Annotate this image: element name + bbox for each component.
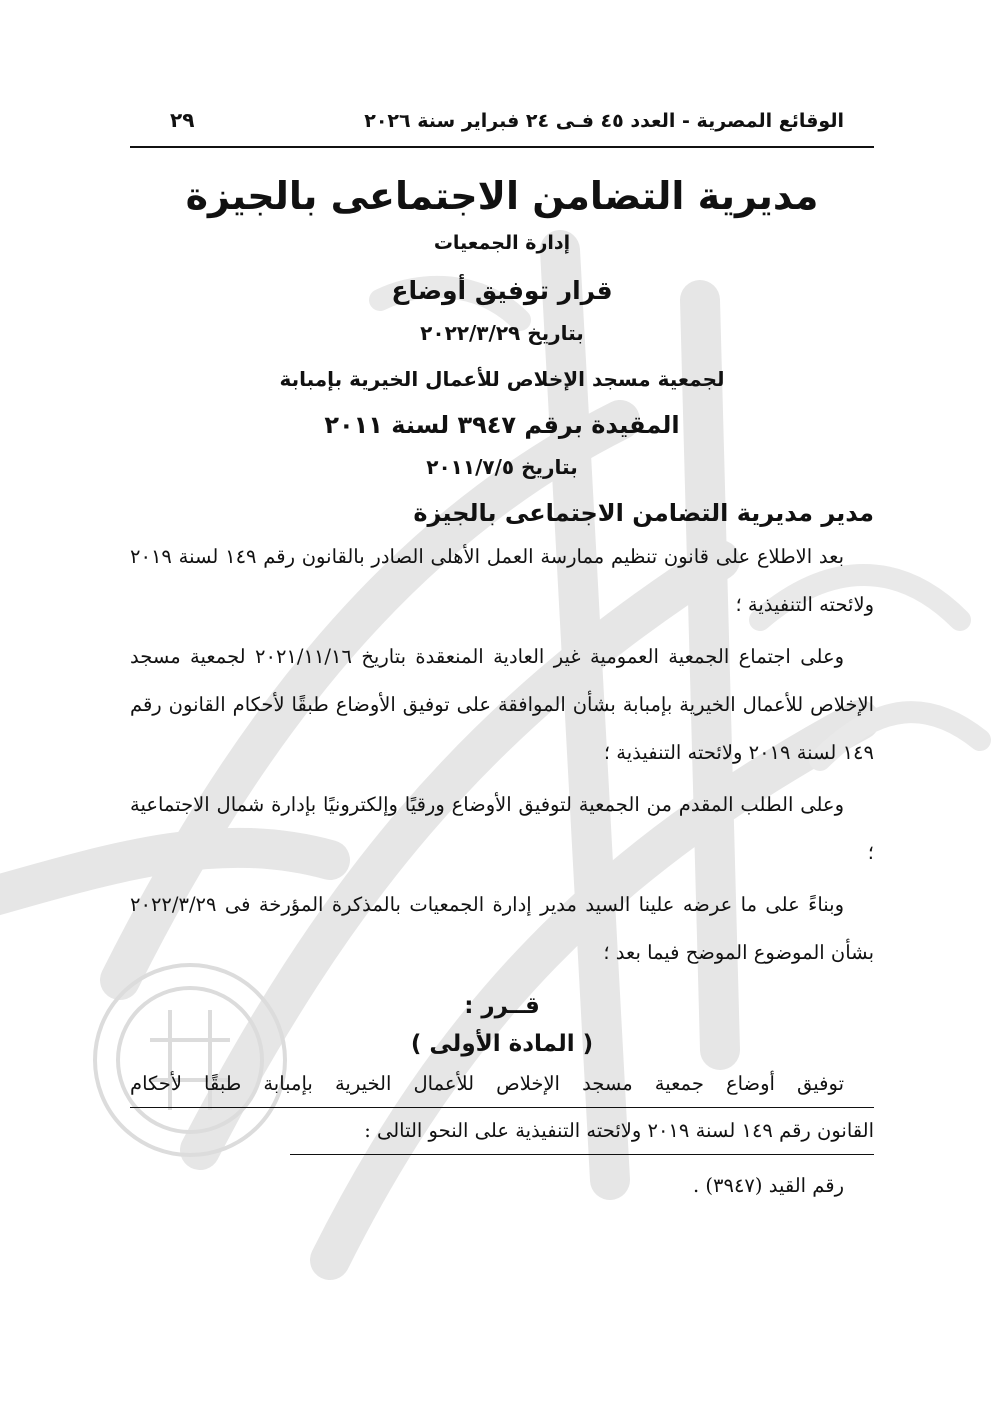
gazette-header-title: الوقائع المصرية - العدد ٤٥ فـى ٢٤ فبراير سنة ٢٠٢٦ (364, 110, 844, 132)
decision-title: قرار توفيق أوضاع (391, 275, 613, 305)
registration-date: بتاريخ ٢٠١١/٧/٥ (426, 454, 578, 479)
registration-number: المقيدة برقم ٣٩٤٧ لسنة ٢٠١١ (324, 410, 680, 439)
gazette-page (130, 108, 874, 1209)
paragraph-memo: وبناءً على ما عرضه علينا السيد مدير إدارة الجمعيات بالمذكرة المؤرخة فى ٢٠٢٢/٣/٢٩ بشأن الموضوع الموضح فيما بعد ؛ (130, 892, 874, 964)
running-header (130, 108, 874, 148)
directorate-title: مديرية التضامن الاجتماعى بالجيزة (185, 174, 819, 218)
article-one-body (130, 1061, 874, 1155)
issuing-director: مدير مديرية التضامن الاجتماعى بالجيزة (413, 498, 874, 527)
department-name: إدارة الجمعيات (433, 231, 571, 254)
association-name: لجمعية مسجد الإخلاص للأعمال الخيرية بإمبابة (279, 366, 725, 391)
paragraph-general-assembly: وعلى اجتماع الجمعية العمومية غير العادية المنعقدة بتاريخ ٢٠٢١/١١/١٦ لجمعية مسجد الإخلاص للأعمال الخيرية بإمبابة بشأن الموافقة على توفيق الأوضاع طبقًا لأحكام القانون رقم ١٤٩ لسنة ٢٠١٩ ولائحته التنفيذية ؛ (130, 644, 874, 764)
page-number: ٢٩ (170, 108, 195, 132)
article-one-line: القانون رقم ١٤٩ لسنة ٢٠١٩ ولائحته التنفيذية على النحو التالى : (290, 1108, 874, 1155)
decision-date: بتاريخ ٢٠٢٢/٣/٢٩ (420, 320, 584, 345)
paragraph-application: وعلى الطلب المقدم من الجمعية لتوفيق الأوضاع ورقيًا وإلكترونيًا بإدارة شمال الاجتماعية ؛ (130, 792, 874, 864)
article-one-heading: ( المادة الأولى ) (410, 1030, 594, 1057)
paragraph-law-reference: بعد الاطلاع على قانون تنظيم ممارسة العمل الأهلى الصادر بالقانون رقم ١٤٩ لسنة ٢٠١٩ ولائحته التنفيذية ؛ (130, 544, 874, 616)
decided-heading: قــرر : (464, 992, 540, 1019)
article-one-line: توفيق أوضاع جمعية مسجد الإخلاص للأعمال الخيرية بإمبابة طبقًا لأحكام (130, 1061, 874, 1108)
registration-line: رقم القيد (٣٩٤٧) . (693, 1173, 844, 1197)
